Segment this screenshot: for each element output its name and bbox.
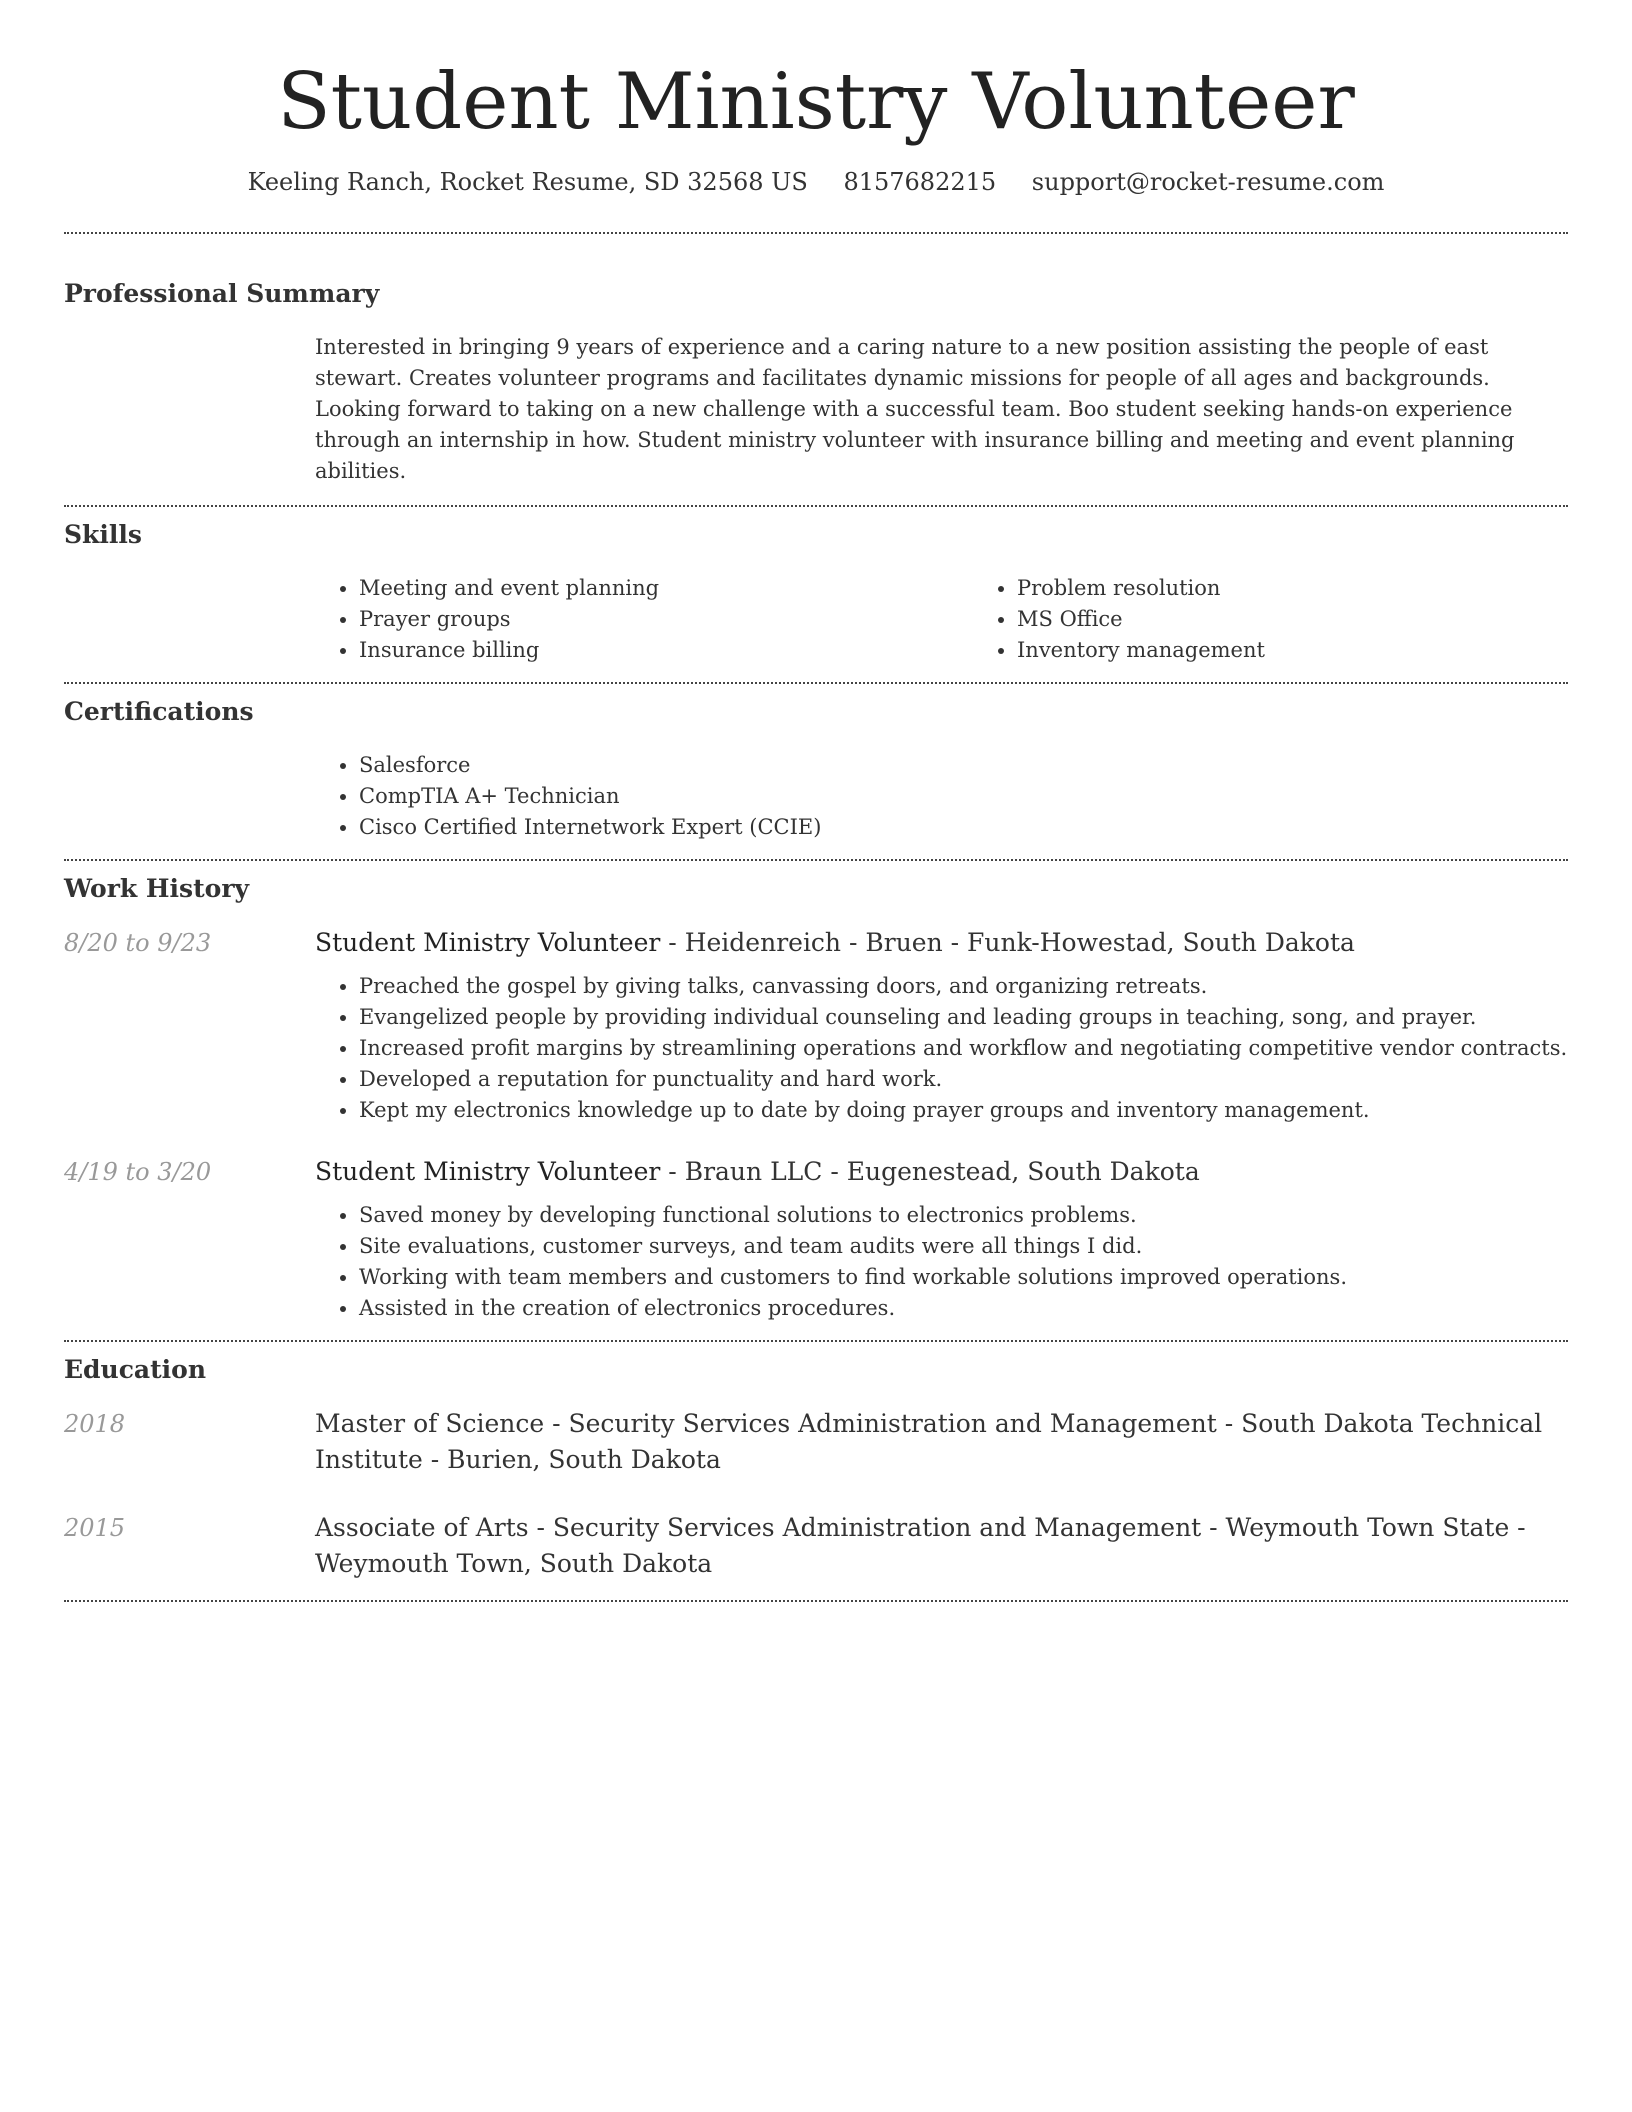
skill-item: • Inventory management	[1017, 635, 1631, 666]
job-bullet: • Evangelized people by providing individual counseling and leading groups in teaching, song, and prayer.	[359, 1002, 1568, 1033]
job-heading	[315, 925, 1568, 961]
summary-text: Interested in bringing 9 years of experience and a caring nature to a new position assisting the people of east stewart. Creates volunteer programs and facilitates dynamic missions for people of all ages and backgrounds. Looking forward to taking on a new challenge with a successful team. Boo student seeking hands-on experience through an internship in how. Student ministry volunteer with insurance billing and meeting and event planning abilities.	[315, 335, 1515, 483]
job-bullet: • Working with team members and customers to find workable solutions improved operations.	[359, 1262, 1568, 1293]
contact-line	[64, 166, 1568, 198]
certification-item: • Cisco Certified Internetwork Expert (CCIE)	[359, 812, 1568, 843]
skills-list-right	[973, 573, 1631, 666]
divider	[64, 682, 1568, 684]
job-heading	[315, 1154, 1568, 1190]
education-school: - Weymouth Town State - Weymouth Town, South Dakota	[315, 1513, 1526, 1578]
skills-title: Skills	[64, 520, 142, 549]
divider	[64, 505, 1568, 507]
contact-email: support@rocket-resume.com	[1031, 168, 1385, 196]
education-school: - South Dakota Technical Institute - Burien, South Dakota	[315, 1409, 1543, 1474]
work-title: Work History	[64, 874, 250, 903]
skill-item: • MS Office	[1017, 604, 1631, 635]
education-entry	[64, 1406, 1568, 1478]
job-entry	[64, 1154, 1568, 1324]
job-bullet: • Increased profit margins by streamlining operations and workflow and negotiating competitive vendor contracts.	[359, 1033, 1568, 1064]
education-degree: Master of Science - Security Services Administration and Management	[315, 1409, 1217, 1438]
job-bullet: • Kept my electronics knowledge up to date by doing prayer groups and inventory management.	[359, 1095, 1568, 1126]
divider	[64, 1340, 1568, 1342]
job-role: Student Ministry Volunteer	[315, 928, 661, 957]
divider	[64, 859, 1568, 861]
resume-page	[64, 0, 1568, 1602]
contact-phone: 8157682215	[843, 168, 997, 196]
summary-section	[64, 278, 1568, 487]
job-company: - Heidenreich - Bruen - Funk-Howestad, South Dakota	[660, 928, 1355, 957]
divider	[64, 232, 1568, 234]
skill-item: • Prayer groups	[359, 604, 973, 635]
job-company: - Braun LLC - Eugenestead, South Dakota	[660, 1157, 1200, 1186]
job-dates: 8/20 to 9/23	[64, 929, 212, 957]
certification-item: • Salesforce	[359, 750, 1568, 781]
job-bullet: • Saved money by developing functional solutions to electronics problems.	[359, 1200, 1568, 1231]
skills-list-left	[315, 573, 973, 666]
divider	[64, 1600, 1568, 1602]
education-heading	[315, 1406, 1568, 1478]
job-entry	[64, 925, 1568, 1126]
education-degree: Associate of Arts - Security Services Administration and Management	[315, 1513, 1202, 1542]
certifications-section	[64, 696, 1568, 843]
education-year: 2018	[64, 1410, 126, 1438]
summary-title: Professional Summary	[64, 279, 380, 308]
education-section	[64, 1354, 1568, 1582]
job-bullet: • Preached the gospel by giving talks, canvassing doors, and organizing retreats.	[359, 971, 1568, 1002]
resume-name: Student Ministry Volunteer	[277, 57, 1355, 147]
work-section	[64, 873, 1568, 1324]
education-heading	[315, 1510, 1568, 1582]
certifications-title: Certifications	[64, 697, 254, 726]
skill-item: • Insurance billing	[359, 635, 973, 666]
job-bullet: • Assisted in the creation of electronics procedures.	[359, 1293, 1568, 1324]
certifications-list	[315, 750, 1568, 843]
education-entry	[64, 1510, 1568, 1582]
skills-section	[64, 519, 1568, 666]
job-bullets	[315, 971, 1568, 1126]
job-role: Student Ministry Volunteer	[315, 1157, 661, 1186]
education-title: Education	[64, 1355, 207, 1384]
skill-item: • Problem resolution	[1017, 573, 1631, 604]
contact-address: Keeling Ranch, Rocket Resume, SD 32568 US	[247, 168, 808, 196]
job-bullet: • Site evaluations, customer surveys, and team audits were all things I did.	[359, 1231, 1568, 1262]
job-bullets	[315, 1200, 1568, 1324]
job-bullet: • Developed a reputation for punctuality and hard work.	[359, 1064, 1568, 1095]
education-year: 2015	[64, 1514, 126, 1542]
job-dates: 4/19 to 3/20	[64, 1158, 212, 1186]
skill-item: • Meeting and event planning	[359, 573, 973, 604]
certification-item: • CompTIA A+ Technician	[359, 781, 1568, 812]
